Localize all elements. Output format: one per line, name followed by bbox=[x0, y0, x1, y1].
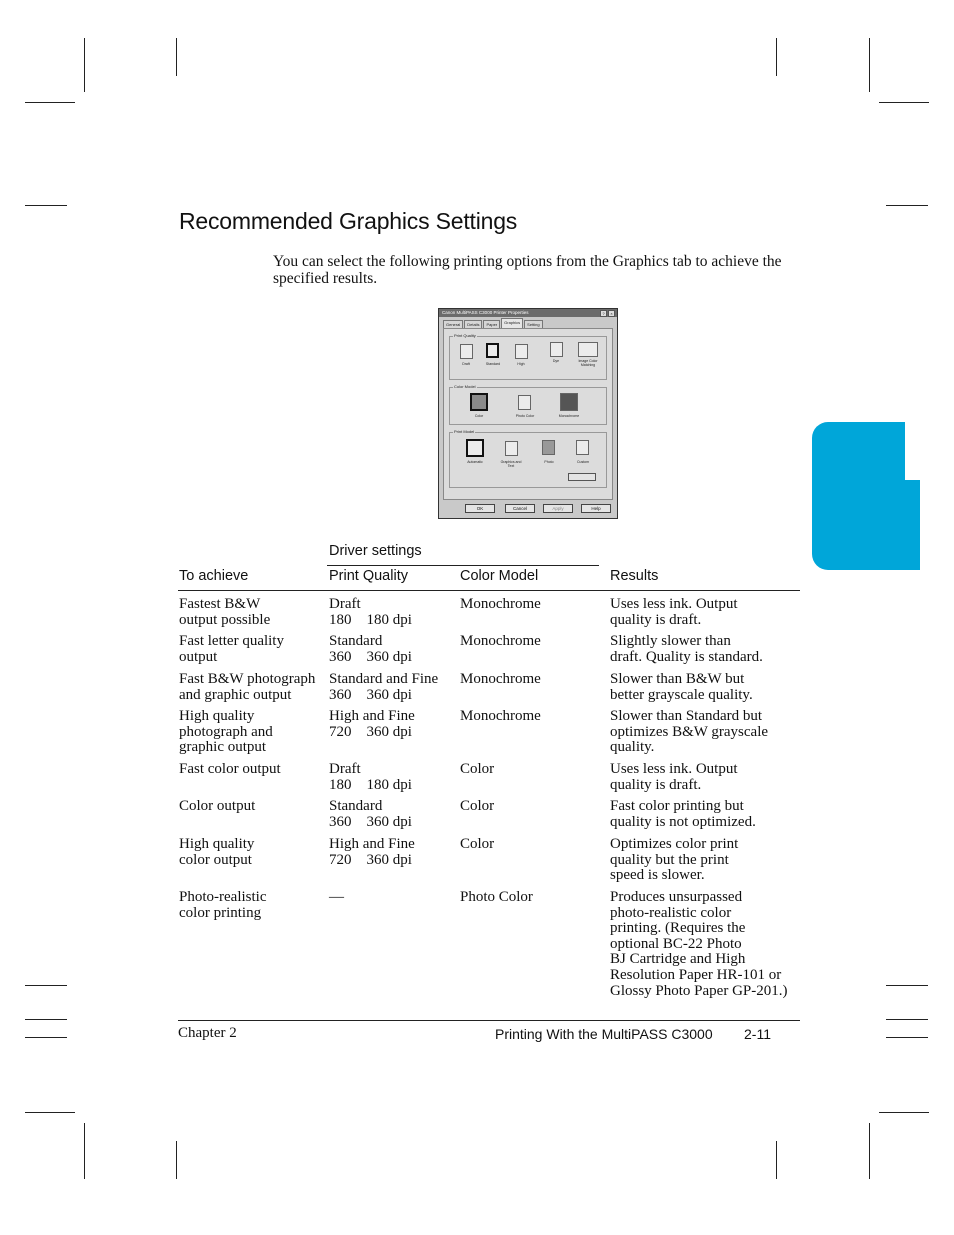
row-results: Optimizes color print quality but the print speed is slower. bbox=[610, 836, 739, 884]
row-color-model: Color bbox=[460, 761, 495, 777]
row-color-model: Monochrome bbox=[460, 708, 541, 724]
monochrome-label: Monochrome bbox=[558, 414, 580, 418]
driver-settings-header: Driver settings bbox=[329, 543, 422, 559]
custom-label: Custom bbox=[576, 460, 590, 464]
crop-mark bbox=[25, 985, 67, 986]
dialog-tab-details: Details bbox=[464, 320, 482, 328]
crop-mark bbox=[886, 1019, 928, 1020]
crop-mark bbox=[25, 1037, 67, 1038]
dialog-tabs bbox=[443, 320, 543, 328]
crop-mark bbox=[776, 1141, 777, 1179]
crop-mark bbox=[176, 38, 177, 76]
ok-button: OK bbox=[465, 504, 495, 513]
crop-mark bbox=[25, 1019, 67, 1020]
row-color-model: Monochrome bbox=[460, 633, 541, 649]
header-color-model: Color Model bbox=[460, 568, 539, 584]
dialog-tab-graphics: Graphics bbox=[501, 318, 523, 328]
dialog-tab-general: General bbox=[443, 320, 463, 328]
footer-section: Printing With the MultiPASS C3000 bbox=[495, 1026, 713, 1042]
graphics-text-label: Graphics and Text bbox=[500, 460, 522, 468]
row-achieve: High quality color output bbox=[179, 836, 255, 868]
row-results: Uses less ink. Output quality is draft. bbox=[610, 761, 738, 793]
row-color-model: Color bbox=[460, 798, 495, 814]
print-model-group bbox=[449, 429, 607, 488]
header-results: Results bbox=[610, 568, 659, 584]
print-model-label: Print Model bbox=[454, 429, 475, 434]
crop-mark bbox=[84, 1123, 85, 1179]
row-print-quality: High and Fine 720 360 dpi bbox=[329, 708, 415, 740]
crop-mark bbox=[869, 38, 870, 92]
row-print-quality: Standard and Fine 360 360 dpi bbox=[329, 671, 439, 703]
color-label: Color bbox=[474, 414, 484, 418]
dialog-title: Canon MultiPASS C3000 Printer Properties bbox=[439, 309, 617, 317]
color-model-group bbox=[449, 384, 607, 425]
draft-label: Draft bbox=[462, 362, 470, 366]
standard-quality-icon bbox=[486, 343, 499, 358]
intro-paragraph: You can select the following printing options from the Graphics tab to achieve the specified results. bbox=[273, 253, 782, 287]
printer-properties-dialog bbox=[438, 308, 618, 519]
crop-mark bbox=[84, 38, 85, 92]
row-achieve: Photo-realistic color printing bbox=[179, 889, 267, 921]
row-achieve: Fast B&W photograph and graphic output bbox=[179, 671, 316, 703]
header-print-quality: Print Quality bbox=[329, 568, 408, 584]
crop-mark bbox=[886, 205, 928, 206]
row-achieve: Fastest B&W output possible bbox=[179, 596, 271, 628]
help-button: Help bbox=[581, 504, 611, 513]
row-print-quality: Standard 360 360 dpi bbox=[329, 633, 412, 665]
crop-mark bbox=[869, 1123, 870, 1179]
row-achieve: Color output bbox=[179, 798, 256, 814]
automatic-icon bbox=[466, 439, 484, 457]
crop-mark bbox=[25, 102, 75, 103]
footer-page-number: 2-11 bbox=[744, 1026, 771, 1042]
crop-mark bbox=[886, 985, 928, 986]
chapter-tab-upper bbox=[812, 422, 905, 480]
dialog-tab-paper: Paper bbox=[483, 320, 500, 328]
automatic-label: Automatic bbox=[467, 460, 483, 464]
custom-icon bbox=[576, 440, 589, 455]
row-color-model: Monochrome bbox=[460, 596, 541, 612]
crop-mark bbox=[776, 38, 777, 76]
dye-label: Dye bbox=[552, 359, 560, 363]
cancel-button: Cancel bbox=[505, 504, 535, 513]
image-color-matching-label: Image Color Matching bbox=[578, 359, 598, 367]
row-print-quality: — bbox=[329, 889, 344, 905]
color-model-label: Color Model bbox=[454, 384, 476, 389]
row-results: Slightly slower than draft. Quality is standard. bbox=[610, 633, 763, 665]
draft-quality-icon bbox=[460, 344, 473, 359]
image-color-matching-icon bbox=[578, 342, 598, 357]
apply-button: Apply bbox=[543, 504, 573, 513]
row-achieve: Fast letter quality output bbox=[179, 633, 284, 665]
driver-settings-rule bbox=[327, 565, 599, 566]
row-color-model: Color bbox=[460, 836, 495, 852]
dialog-tab-setting: Setting bbox=[524, 320, 542, 328]
row-results: Slower than Standard but optimizes B&W grayscale quality. bbox=[610, 708, 769, 756]
photo-color-label: Photo Color bbox=[515, 414, 535, 418]
row-print-quality: Standard 360 360 dpi bbox=[329, 798, 412, 830]
page-title: Recommended Graphics Settings bbox=[179, 208, 518, 234]
close-icon: × bbox=[608, 310, 615, 317]
color-model-photo-color-icon bbox=[518, 395, 531, 410]
crop-mark bbox=[879, 1112, 929, 1113]
crop-mark bbox=[886, 1037, 928, 1038]
print-quality-label: Print Quality bbox=[454, 333, 476, 338]
crop-mark bbox=[176, 1141, 177, 1179]
row-results: Uses less ink. Output quality is draft. bbox=[610, 596, 738, 628]
crop-mark bbox=[25, 205, 67, 206]
row-color-model: Monochrome bbox=[460, 671, 541, 687]
row-color-model: Photo Color bbox=[460, 889, 533, 905]
print-quality-group bbox=[449, 333, 607, 380]
help-icon: ? bbox=[600, 310, 607, 317]
row-achieve: High quality photograph and graphic output bbox=[179, 708, 273, 756]
color-model-color-icon bbox=[470, 393, 488, 411]
high-quality-icon bbox=[515, 344, 528, 359]
header-rule bbox=[178, 590, 800, 591]
row-print-quality: Draft 180 180 dpi bbox=[329, 596, 412, 628]
header-to-achieve: To achieve bbox=[179, 568, 249, 584]
dialog-window-buttons bbox=[600, 310, 615, 317]
footer-rule bbox=[178, 1020, 800, 1021]
dye-icon bbox=[550, 342, 563, 357]
photo-icon bbox=[542, 440, 555, 455]
row-print-quality: High and Fine 720 360 dpi bbox=[329, 836, 415, 868]
graphics-panel bbox=[443, 328, 613, 500]
details-button bbox=[568, 473, 596, 481]
crop-mark bbox=[25, 1112, 75, 1113]
standard-label: Standard bbox=[485, 362, 501, 366]
photo-label: Photo bbox=[544, 460, 554, 464]
color-model-monochrome-icon bbox=[560, 393, 578, 411]
row-print-quality: Draft 180 180 dpi bbox=[329, 761, 412, 793]
crop-mark bbox=[879, 102, 929, 103]
row-achieve: Fast color output bbox=[179, 761, 281, 777]
chapter-tab-lower bbox=[812, 480, 920, 570]
row-results: Produces unsurpassed photo-realistic color printing. (Requires the optional BC-22 Photo BJ Cartridge and High Resolution Paper HR-101 or Glossy Photo Paper GP-201.) bbox=[610, 889, 788, 999]
row-results: Slower than B&W but better grayscale quality. bbox=[610, 671, 753, 703]
graphics-text-icon bbox=[505, 441, 518, 456]
footer-chapter: Chapter 2 bbox=[178, 1025, 237, 1041]
row-results: Fast color printing but quality is not optimized. bbox=[610, 798, 756, 830]
high-label: High bbox=[517, 362, 525, 366]
